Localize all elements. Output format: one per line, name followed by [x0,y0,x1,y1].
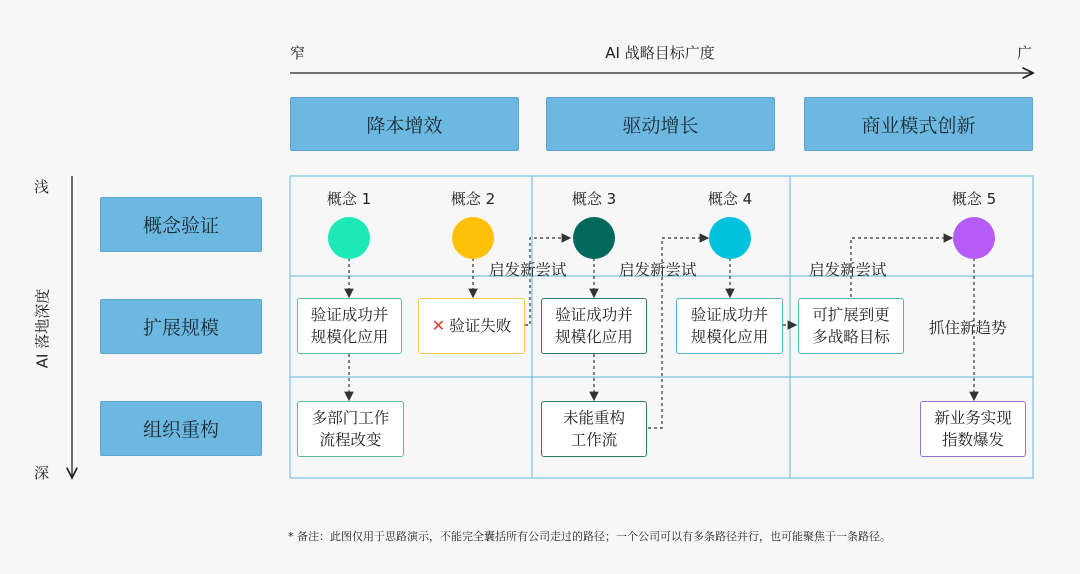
fail-label: 验证失败 [449,317,512,335]
concept-1-circle [328,217,370,259]
fail-x-icon: ✕ [431,316,446,335]
row-header-proof-of-concept: 概念验证 [100,197,262,252]
concept-5-circle [953,217,995,259]
outcome-box-workflow-change: 多部门工作 流程改变 [297,401,404,457]
outcome-box-fail [418,298,525,354]
x-axis-end-label: 广 [1017,44,1033,62]
outcome-box-restructure-failed: 未能重构 工作流 [541,401,647,457]
outcome-box-scale-success-1: 验证成功并 规模化应用 [297,298,402,354]
row-header-scale: 扩展规模 [100,299,262,354]
outcome-box-scale-success-4: 验证成功并 规模化应用 [676,298,783,354]
concept-2-circle [452,217,494,259]
row-header-org-restructure: 组织重构 [100,401,262,456]
inspire-label-2: 启发新尝试 [619,261,697,279]
column-header-cost-efficiency: 降本增效 [290,97,519,151]
inspire-label-1: 启发新尝试 [489,261,567,279]
column-header-drive-growth: 驱动增长 [546,97,775,151]
concept-5-label: 概念 5 [951,190,997,208]
y-axis-start-label: 浅 [34,178,50,196]
outcome-box-expand-goals: 可扩展到更 多战略目标 [798,298,904,354]
y-axis-end-label: 深 [34,464,50,482]
trend-label: 抓住新趋势 [929,319,1007,337]
x-axis-title: AI 战略目标广度 [605,44,715,62]
outcome-box-exponential-growth: 新业务实现 指数爆发 [920,401,1026,457]
footnote: * 备注：此图仅用于思路演示，不能完全囊括所有公司走过的路径；一个公司可以有多条路径并行，也可能聚焦于一条路径。 [288,530,891,543]
concept-2-label: 概念 2 [450,190,496,208]
concept-4-label: 概念 4 [707,190,753,208]
inspire-label-3: 启发新尝试 [809,261,887,279]
concept-3-label: 概念 3 [571,190,617,208]
column-header-business-model-innovation: 商业模式创新 [804,97,1033,151]
concept-4-circle [709,217,751,259]
y-axis-title: AI 落地深度 [33,288,52,369]
concept-3-circle [573,217,615,259]
x-axis-start-label: 窄 [290,44,306,62]
outcome-box-scale-success-3: 验证成功并 规模化应用 [541,298,647,354]
concept-1-label: 概念 1 [326,190,372,208]
